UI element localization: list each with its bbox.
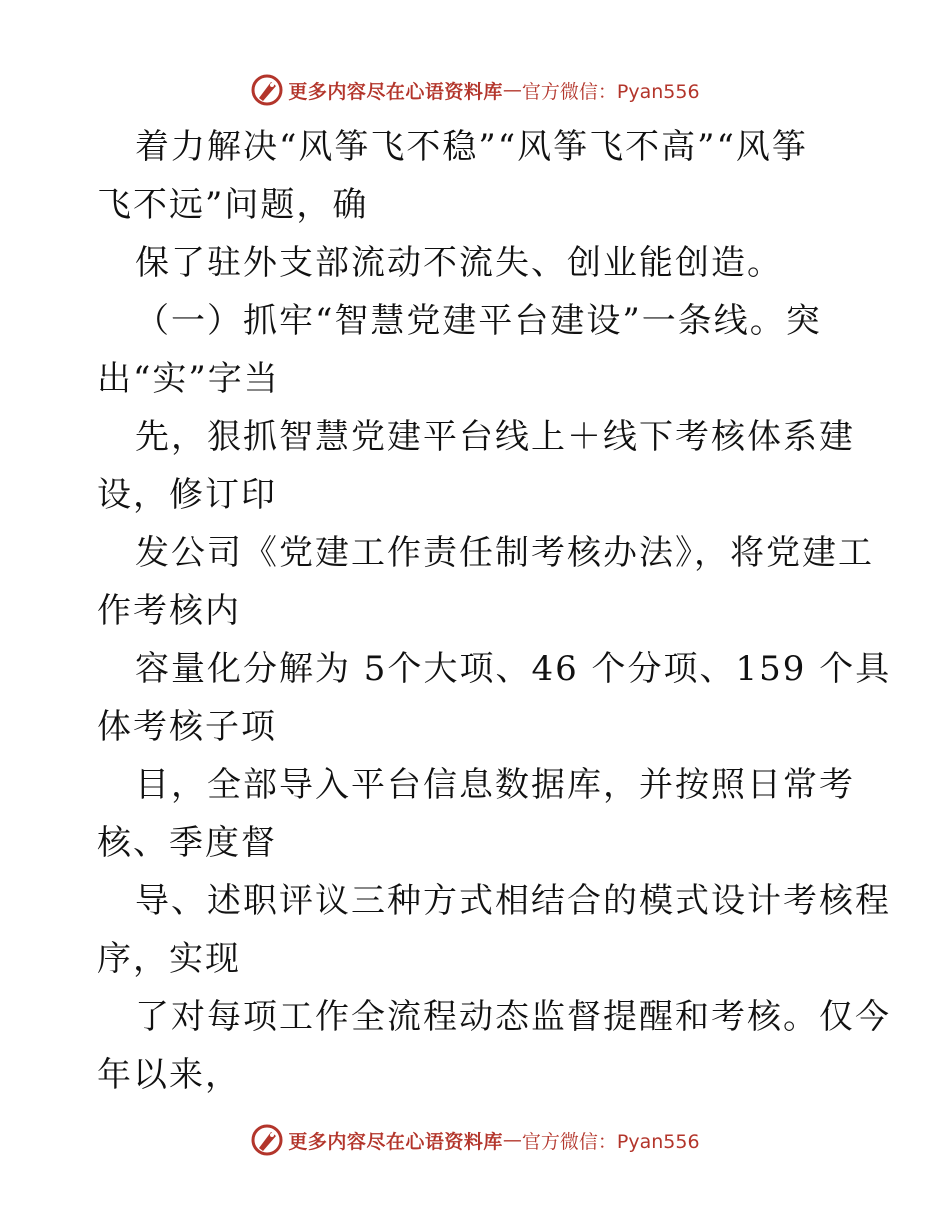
text-line: 先，狠抓智慧党建平台线上＋线下考核体系建 [135,417,855,457]
text-line: 作考核内 [97,591,241,631]
pen-nib-logo-icon [250,73,284,107]
pen-nib-logo-icon [250,1123,284,1157]
watermark-text-wechat: 官方微信：Pyan556 [521,1130,700,1153]
text-line: 飞不远”问题，确 [97,185,369,225]
text-line: 年以来， [97,1055,241,1095]
watermark-text-primary: 更多内容尽在心语资料库 [288,1130,503,1153]
watermark-text-wechat: 官方微信：Pyan556 [521,80,700,103]
text-line: 核、季度督 [97,823,277,863]
text-line: 了对每项工作全流程动态监督提醒和考核。仅今 [135,997,891,1037]
text-line: 体考核子项 [97,707,277,747]
text-line: 容量化分解为 5个大项、46 个分项、159 个具 [135,649,892,689]
header-watermark [0,70,950,110]
watermark-dash: — [502,79,522,101]
text-line: 设，修订印 [97,475,277,515]
text-line: 导、述职评议三种方式相结合的模式设计考核程 [135,881,891,921]
footer-watermark [0,1120,950,1160]
text-line: 发公司《党建工作责任制考核办法》，将党建工 [135,533,874,573]
text-line: 保了驻外支部流动不流失、创业能创造。 [135,243,783,283]
text-line: 出“实”字当 [97,359,280,399]
text-line: 着力解决“风筝飞不稳”“风筝飞不高”“风筝 [135,127,808,167]
watermark-text-primary: 更多内容尽在心语资料库 [288,80,503,103]
watermark-dash: — [502,1129,522,1151]
text-line: 序，实现 [97,939,241,979]
text-line: 目，全部导入平台信息数据库，并按照日常考 [135,765,855,805]
text-line: （一）抓牢“智慧党建平台建设”一条线。突 [135,301,822,341]
document-body [97,118,892,1104]
